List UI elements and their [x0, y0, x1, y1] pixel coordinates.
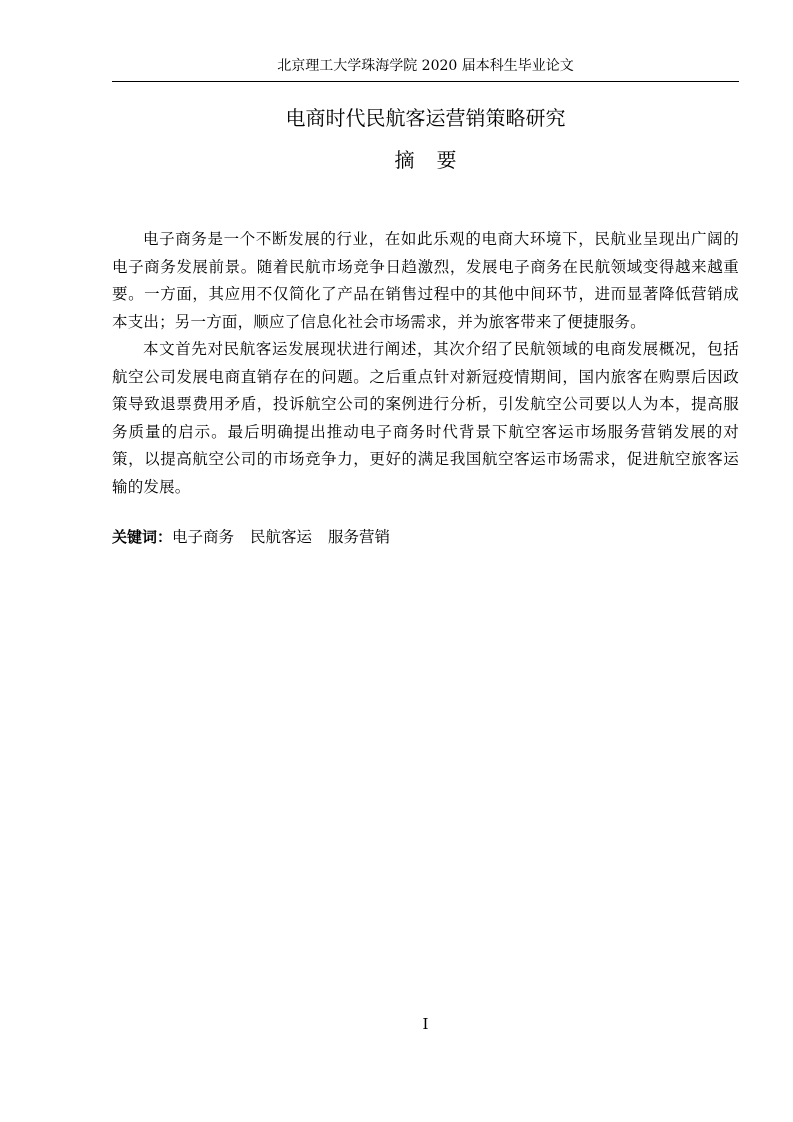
header-divider	[112, 81, 739, 82]
paper-title: 电商时代民航客运营销策略研究	[285, 106, 566, 130]
keywords-line	[112, 524, 739, 551]
abstract-paragraph-1: 电子商务是一个不断发展的行业，在如此乐观的电商大环境下，民航业呈现出广阔的电子商务发展前景。随着民航市场竞争日趋激烈，发展电子商务在民航领域变得越来越重要。一方面，其应用不仅简化了产品在销售过程中的其他中间环节，进而显著降低营销成本支出；另一方面，顺应了信息化社会市场需求，并为旅客带来了便捷服务。	[112, 230, 739, 331]
keyword-item: 服务营销	[328, 528, 391, 546]
abstract-body	[112, 226, 739, 501]
abstract-paragraph-2: 本文首先对民航客运发展现状进行阐述，其次介绍了民航领域的电商发展概况，包括航空公司发展电商直销存在的问题。之后重点针对新冠疫情期间，国内旅客在购票后因政策导致退票费用矛盾，投诉航空公司的案例进行分析，引发航空公司要以人为本，提高服务质量的启示。最后明确提出推动电子商务时代背景下航空客运市场服务营销发展的对策，以提高航空公司的市场竞争力，更好的满足我国航空客运市场需求，促进航空旅客运输的发展。	[112, 340, 739, 496]
running-header: 北京理工大学珠海学院 2020 届本科生毕业论文	[277, 58, 574, 74]
keyword-item: 电子商务	[172, 528, 235, 546]
abstract-heading-char-1: 摘	[394, 148, 415, 172]
abstract-heading	[112, 145, 739, 175]
page-number: I	[422, 1015, 429, 1033]
keywords-label: 关键词：	[112, 528, 173, 546]
abstract-heading-char-2: 要	[436, 148, 457, 172]
keyword-item: 民航客运	[250, 528, 313, 546]
